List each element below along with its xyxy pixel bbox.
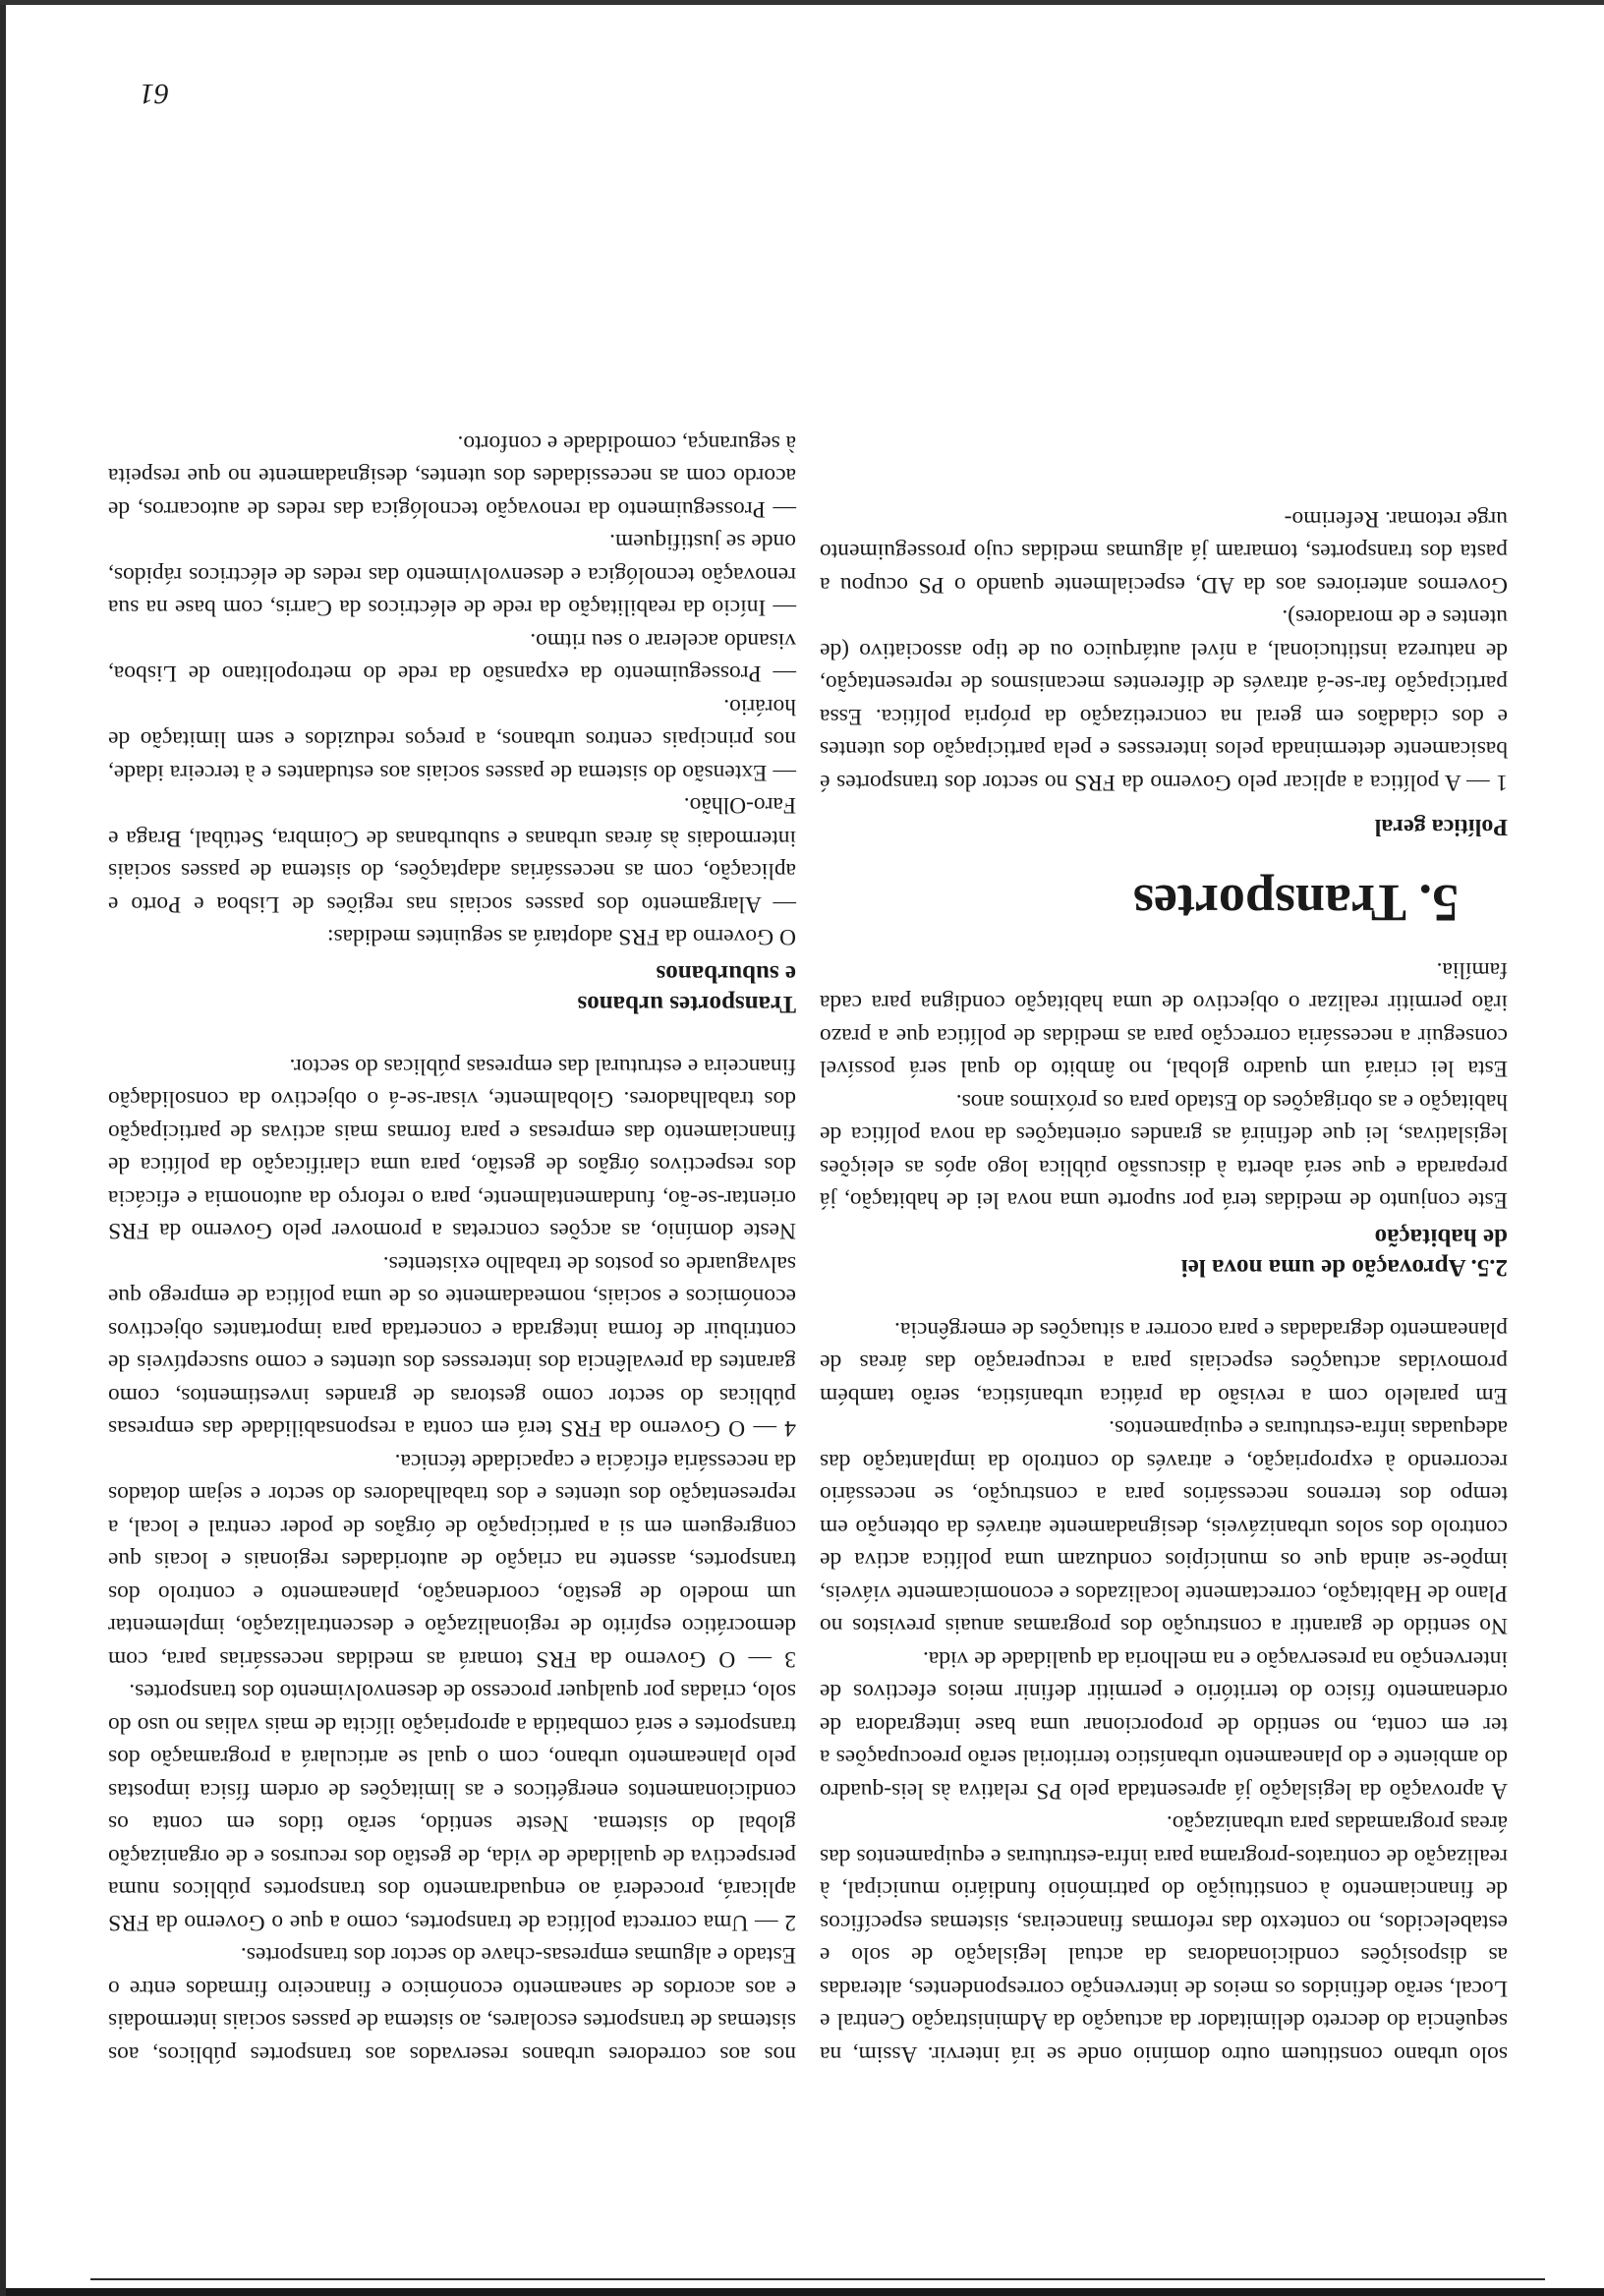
paragraph: A aprovação da legislação já apresentada pelo PS relativa às leis-quadro do ambiente e do planeamento urbanístico territorial serão preocupações a ter em conta, no sentido de proporcionar uma base integradora de ordenamento físico do território e permitir definir meios efectivos de intervenção na preservação e na melhoria da qualidade de vida. xyxy=(820,1646,1508,1804)
paragraph: Governos anteriores aos da AD, especialmente quando o PS ocupou a pasta dos transportes, tomaram já algumas medidas cujo prosseguimento urge retomar. Referimo- xyxy=(820,506,1508,598)
paragraph: Esta lei criará um quadro global, no âmbito do qual será possível conseguir a necessária correcção para as medidas de política que a prazo irão permitir realizar o objectivo de uma habitação condigna para cada família. xyxy=(820,957,1508,1082)
paragraph: Em paralelo com a revisão da prática urbanística, serão também promovidas actuações especiais para a recuperação das áreas de planeamento degradadas e para ocorrer a situações de emergência. xyxy=(820,1317,1508,1408)
paragraph: nos aos corredores urbanos reservados aos transportes públicos, aos sistemas de transportes escolares, ao sistema de passes sociais intermodais e aos acordos de saneamento económico e financeiro firmados entre o Estado e algumas empresas-chave do sector dos transportes. xyxy=(108,1942,796,2067)
subheading-transportes-urbanos xyxy=(108,959,796,1020)
paragraph: Neste domínio, as acções concretas a promover pelo Governo da FRS orientar-se-ão, fundamentalmente, para o reforço da autonomia e eficácia dos respectivos órgãos de gestão, para uma clarificação da política de financiamento das empresas e para formas mais activas de participação dos trabalhadores. Globalmente, visar-se-á o objectivo da consolidação financeira e estrutural das empresas públicas do sector. xyxy=(108,1054,796,1244)
page-number: 61 xyxy=(140,78,169,110)
section-heading-2-5 xyxy=(820,1223,1508,1284)
list-item: — Prosseguimento da renovação tecnológica das redes de autocarros, de acordo com as necessidades dos utentes, designadamente no que respeita à segurança, comodidade e conforto. xyxy=(108,430,796,522)
heading-line: 2.5. Aprovação de uma nova lei xyxy=(1180,1254,1508,1282)
scan-edge-top xyxy=(0,2288,1604,2296)
paragraph: solo urbano constituem outro domínio onde se irá intervir. Assim, na sequência do decreto delimitador da actuação da Administração Central e Local, serão definidos os meios de intervenção correspondentes, alteradas as disposições condicionadoras da actual legislação de solo e estabelecidos, no contexto das reformas financeiras, sistemas específicos de financiamento à constituição do património fundiário municipal, à realização de contratos-programa para infra-estruturas e equipamentos das áreas programadas para urbanização. xyxy=(820,1810,1508,2067)
left-column xyxy=(820,502,1508,2071)
paragraph: 3 — O Governo da FRS tomará as medidas necessárias para, com democrático espírito de regionalização e descentralização, implementar um modelo de gestão, coordenação, planeamento e controlo dos transportes, assente na criação de autoridades regionais e locais que congreguem em si a participação de órgãos de poder central e local, a representação dos utentes e dos trabalhadores do sector e sejam dotados da necessária eficácia e capacidade técnica. xyxy=(108,1449,796,1672)
subheading-politica-geral: Política geral xyxy=(1374,814,1508,840)
paragraph: No sentido de garantir a construção dos programas anuais previstos no Plano de Habitação, correctamente localizados e economicamente viáveis, impõe-se ainda que os municípios conduzam uma política activa de controlo dos solos urbanizáveis, designadamente através da obtenção em tempo dos terrenos necessários para a construção, se necessário recorrendo à expropriação, e através do controlo da implantação das adequadas infra-estruturas e equipamentos. xyxy=(820,1415,1508,1639)
list-item: — Alargamento dos passes sociais nas regiões de Lisboa e Porto e aplicação, com as necessárias adaptações, do sistema de passes sociais intermodais às áreas urbanas e suburbanas de Coimbra, Setúbal, Braga e Faro-Olhão. xyxy=(108,792,796,917)
scan-edge-bottom xyxy=(0,0,1604,5)
paragraph: 2 — Uma correcta política de transportes, como a que o Governo da FRS aplicará, procederá ao enquadramento dos transportes públicos numa perspectiva de qualidade de vida, de gestão dos recursos e de organização global do sistema. Neste sentido, serão tidos em conta os condicionamentos energéticos e as limitações de ordem física impostas pelo planeamento urbano, com o qual se articulará a programação dos transportes e será combatida a apropriação ilícita de mais valias no uso do solo, criadas por qualquer processo de desenvolvimento dos transportes. xyxy=(108,1679,796,1935)
scan-edge-right xyxy=(0,0,6,2296)
heading-line: e suburbanos xyxy=(656,960,796,988)
heading-line: de habitação xyxy=(1374,1224,1508,1251)
paragraph: O Governo da FRS adoptará as seguintes medidas: xyxy=(326,924,796,950)
list-item: — Prosseguimento da expansão da rede do metropolitano de Lisboa, visando acelerar o seu ritmo. xyxy=(108,628,796,687)
scan-rule-top xyxy=(90,2278,1545,2280)
list-item: — Início da reabilitação da rede de eléctricos da Carris, com base na sua renovação tecnológica e desenvolvimento das redes de eléctricos rápidos, onde se justifiquem. xyxy=(108,529,796,621)
paragraph: 4 — O Governo da FRS terá em conta a responsabilidade das empresas públicas do sector como gestoras de grandes investimentos, como garantes da prevalência dos interesses dos utentes e como susceptíveis de contribuir de forma integrada e concertada para importantes objectivos económicos e sociais, nomeadamente os de uma política de emprego que salvaguarde os postos de trabalho existentes. xyxy=(108,1251,796,1442)
heading-line: Transportes urbanos xyxy=(577,991,796,1018)
right-column xyxy=(108,427,796,2071)
chapter-title: 5. Transportes xyxy=(1132,874,1459,934)
list-item: — Extensão do sistema de passes sociais aos estudantes e à terceira idade, nos principais centros urbanos, a preços reduzidos e sem limitação de horário. xyxy=(108,694,796,785)
paragraph: 1 — A política a aplicar pelo Governo da FRS no sector dos transportes é basicamente determinada pelos interesses e pela participação dos utentes e dos cidadãos em geral na concretização da própria política. Essa participação far-se-á através de diferentes mecanismos de representação, de natureza institucional, a nível autárquico ou de tipo associativo (de utentes e de moradores). xyxy=(820,604,1508,795)
paragraph: Este conjunto de medidas terá por suporte uma nova lei de habitação, já preparada e que será aberta à discussão pública logo após as eleições legislativas, lei que definirá as grandes orientações da nova política de habitação e as obrigações do Estado para os próximos anos. xyxy=(820,1089,1508,1214)
